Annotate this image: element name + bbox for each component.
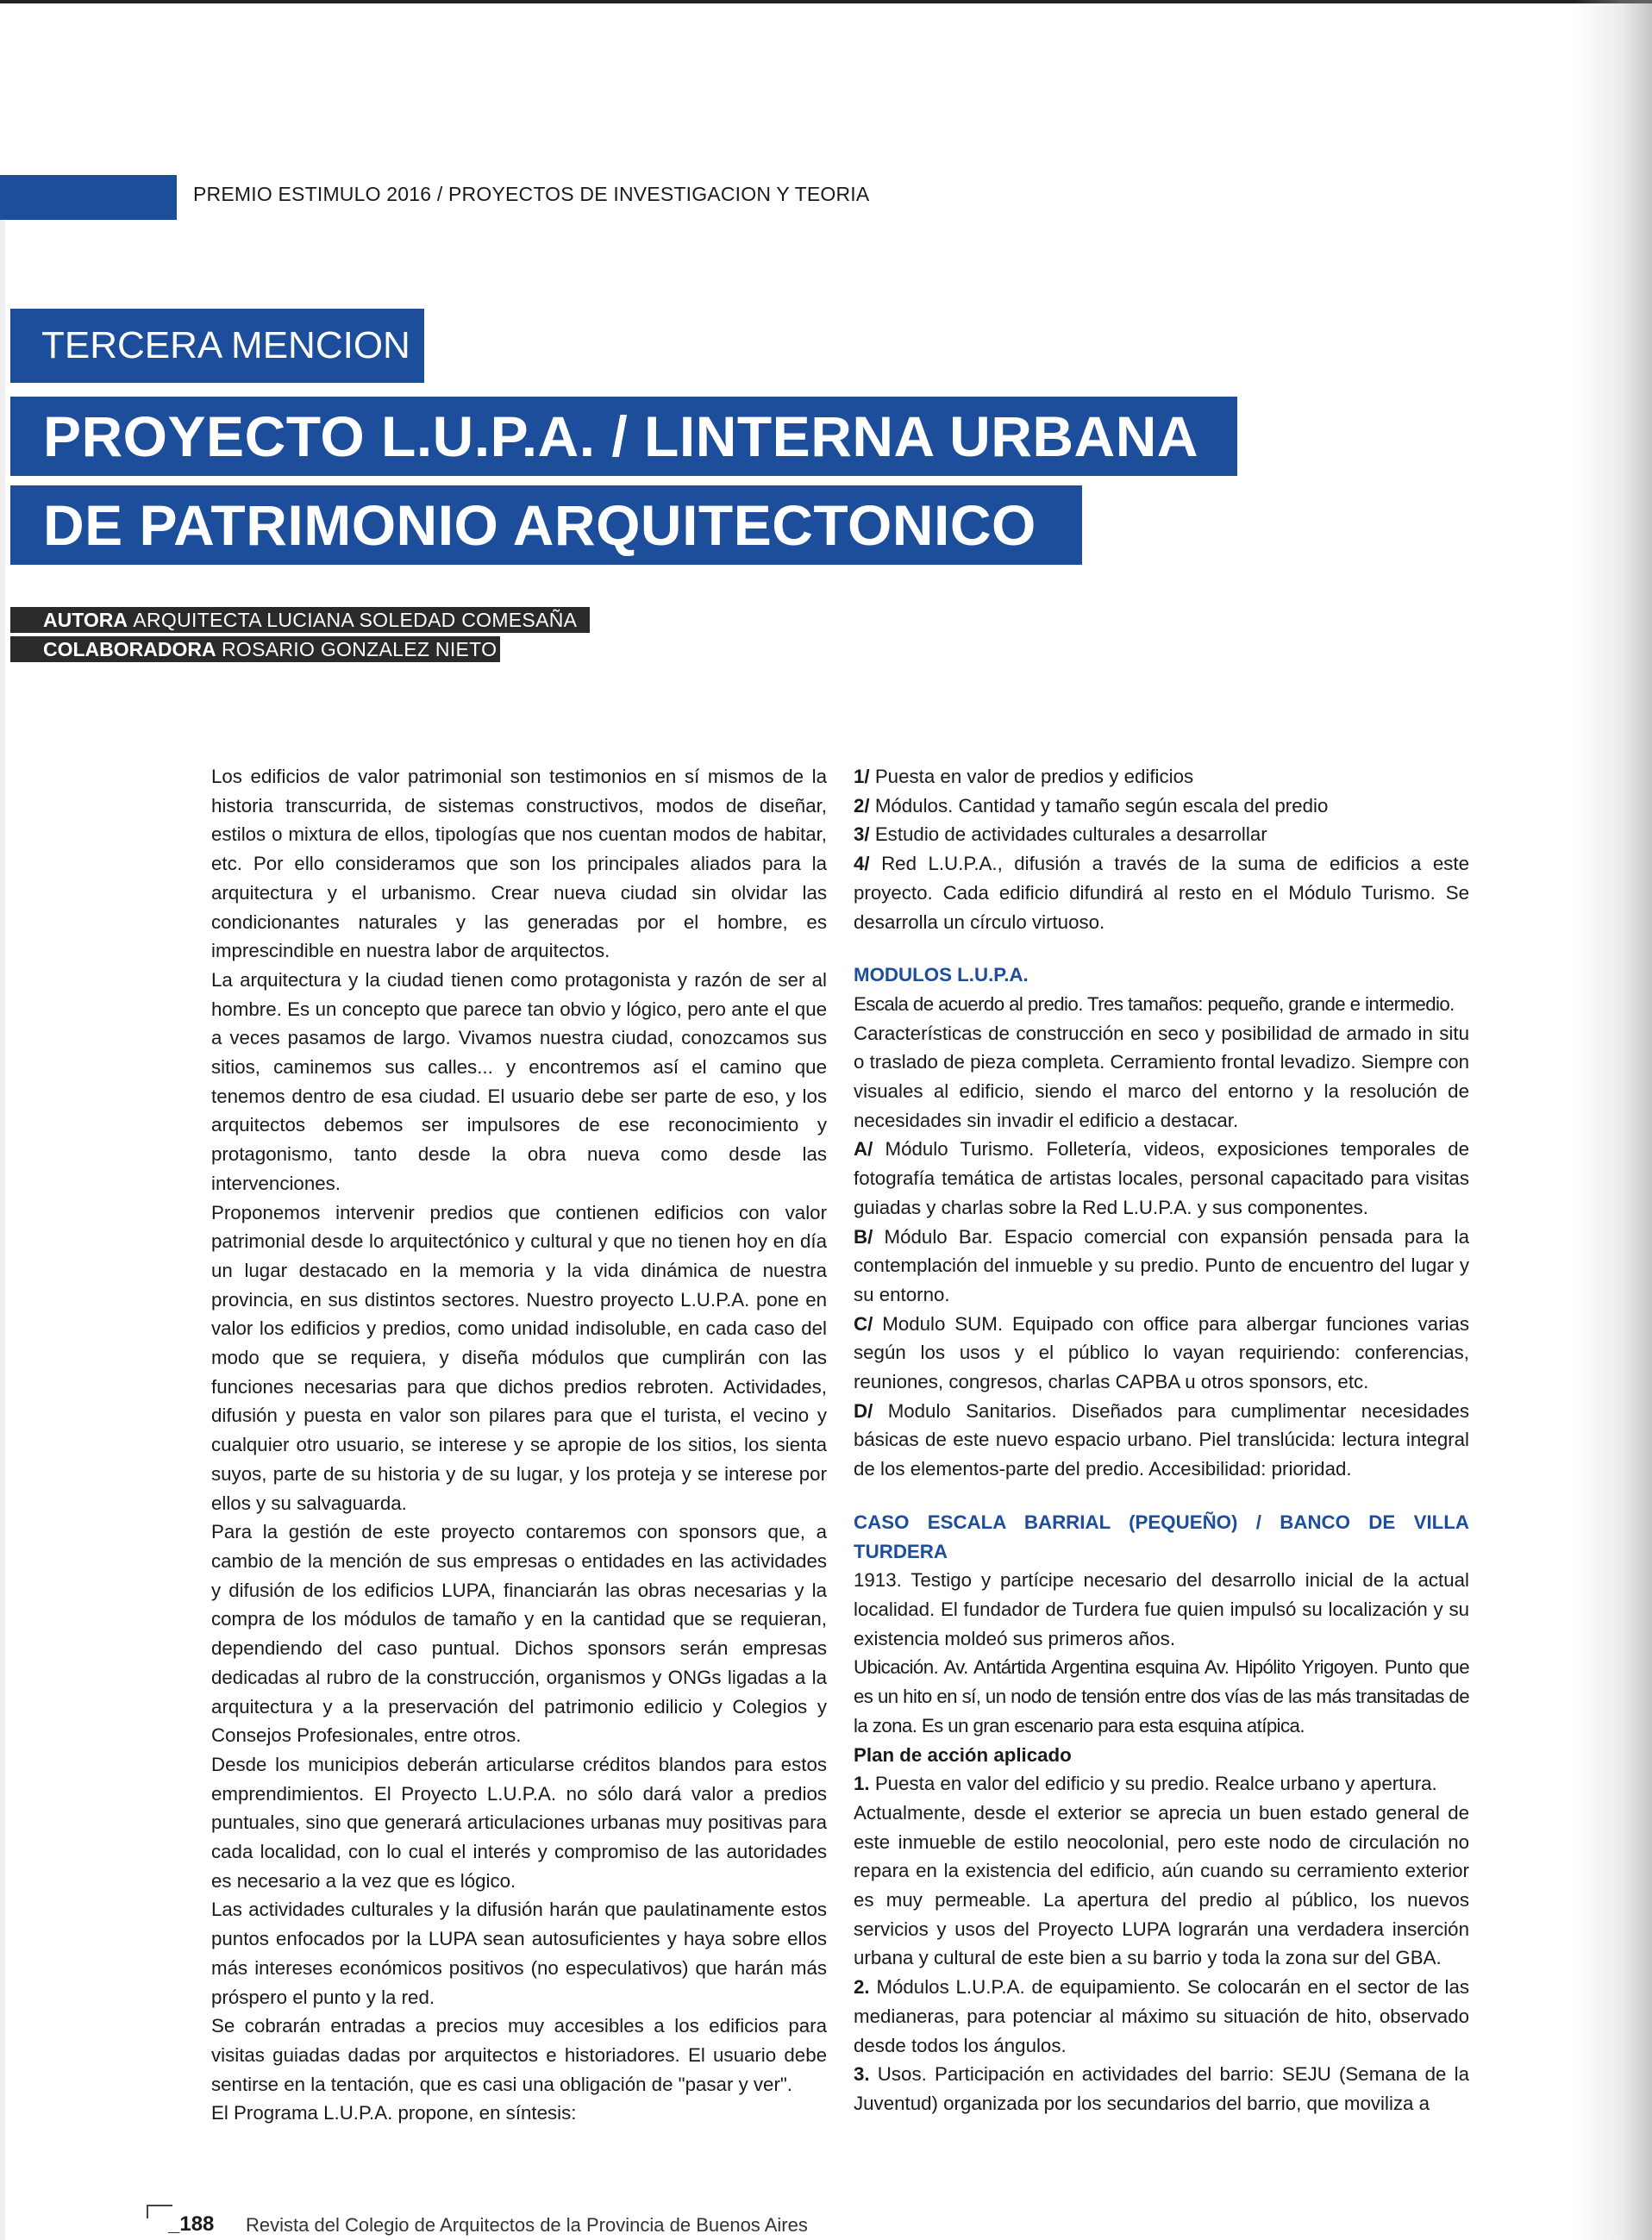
page-number: _188 [168, 2212, 215, 2236]
plan-item [854, 1973, 1469, 2060]
paragraph: El Programa L.U.P.A. propone, en síntesis: [211, 2102, 577, 2124]
module-item [854, 1223, 1469, 1310]
plan-number: 3. [854, 2063, 870, 2086]
section-label: PREMIO ESTIMULO 2016 / PROYECTOS DE INVESTIGACION Y TEORIA [193, 183, 870, 205]
list-item [854, 762, 1469, 792]
module-letter: D/ [854, 1399, 873, 1422]
collaborator-credit [10, 636, 500, 662]
list-text: Puesta en valor de predios y edificios [874, 766, 1194, 787]
plan-item [854, 1769, 1469, 1799]
plan-text: Actualmente, desde el exterior se aprecia un buen estado general de este inmueble de estilo neocolonial, pero este nodo de circulación no repara en la existencia del edificio, aún cuando su cerramiento exterior es muy permeable. La apertura del predio al público, los nuevos servicios y usos del Proyecto LUPA lograrán una verdadera inserción urbana y cultural de este bien a su barrio y toda la zona sur del GBA. [854, 1801, 1469, 1969]
modulos-heading: MODULOS L.U.P.A. [854, 964, 1029, 986]
module-letter: B/ [854, 1225, 873, 1248]
article-title-line1: PROYECTO L.U.P.A. / LINTERNA URBANA [10, 397, 1237, 476]
paragraph: Los edificios de valor patrimonial son testimonios en sí mismos de la historia transcurrida, de sistemas constructivos, modos de diseñar, estilos o mixtura de ellos, tipologías que nos cuentan modos de habitar, etc. Por ello consideramos que son los principales aliados para la arquitectura y el urbanismo. Crear nueva ciudad sin olvidar las condicionantes naturales y las generadas por el hombre, es imprescindible en nuestra labor de arquitectos. [211, 766, 827, 962]
collaborator-role: COLABORADORA [43, 638, 216, 660]
mention-label: TERCERA MENCION [10, 309, 424, 383]
plan-text: Usos. Participación en actividades del barrio: SEJU (Semana de la Juventud) organizada por los secundarios del barrio, que moviliza a [854, 2063, 1469, 2114]
plan-item [854, 1799, 1469, 1973]
paragraph: La arquitectura y la ciudad tienen como protagonista y razón de ser al hombre. Es un concepto que parece tan obvio y lógico, pero ante el que a veces pasamos de largo. Vivamos nuestra ciudad, conozcamos sus sitios, caminemos sus calles... y encontremos así el camino que tenemos dentro de esa ciudad. El usuario debe ser parte de eso, y los arquitectos debemos ser impulsores de ese reconocimiento y protagonismo, tanto desde la obra nueva como desde las intervenciones. [211, 968, 827, 1194]
list-text: Módulos. Cantidad y tamaño según escala del predio [874, 794, 1329, 817]
paragraph: Proponemos intervenir predios que contienen edificios con valor patrimonial desde lo arquitectónico y cultural y que no tienen hoy en día un lugar destacado en la memoria y la vida dinámica de nuestra provincia, en sus distintos sectores. Nuestro proyecto L.U.P.A. pone en valor los edificios y predios, como unidad indisoluble, en cada caso del modo que se requiera, y diseña módulos que cumplirán con las funciones necesarias para que dichos predios rebroten. Actividades, difusión y puesta en valor son pilares para que el turista, el vecino y cualquier otro usuario, se interese y se apropie de los sitios, los sienta suyos, parte de su historia y de su lugar, y los proteja y se interese por ellos y su salvaguarda. [211, 1201, 827, 1514]
page-binding-shadow [1574, 0, 1652, 2240]
plan-number: 2. [854, 1976, 870, 1999]
list-number: 1/ [854, 766, 870, 787]
right-column [854, 762, 1469, 2118]
module-item [854, 1397, 1469, 1484]
author-name: ARQUITECTA LUCIANA SOLEDAD COMESAÑA [133, 609, 578, 631]
paragraph: Las actividades culturales y la difusión harán que paulatinamente estos puntos enfocados por la LUPA sean autosuficientes y haya sobre ellos más intereses económicos positivos (no especulativos) que harán más próspero el punto y la red. [211, 1899, 827, 2008]
module-item [854, 1310, 1469, 1397]
module-text: Modulo Sanitarios. Diseñados para cumplimentar necesidades básicas de este nuevo espacio urbano. Piel translúcida: lectura integral de los elementos-parte del predio. Accesibilidad: prioridad. [854, 1399, 1469, 1480]
footer-corner-mark [147, 2205, 148, 2218]
plan-heading: Plan de acción aplicado [854, 1743, 1072, 1766]
plan-text: Puesta en valor del edificio y su predio. Realce urbano y apertura. [874, 1773, 1437, 1795]
paragraph: Escala de acuerdo al predio. Tres tamaños: pequeño, grande e intermedio. [854, 992, 1455, 1015]
list-item [854, 849, 1469, 936]
collaborator-name: ROSARIO GONZALEZ NIETO [222, 638, 497, 660]
paragraph: Desde los municipios deberán articularse créditos blandos para estos emprendimientos. El Proyecto L.U.P.A. no sólo dará valor a predios puntuales, sino que generará articulaciones urbanas muy positivas para cada localidad, con lo cual el interés y compromiso de las autoridades es necesario a la vez que es lógico. [211, 1753, 827, 1892]
paragraph: Para la gestión de este proyecto contaremos con sponsors que, a cambio de la mención de sus empresas o entidades en las actividades y difusión de los edificios LUPA, financiarán las obras necesarias y la compra de los módulos de tamaño y en la cantidad que se requieran, dependiendo del caso puntual. Dichos sponsors serán empresas dedicadas al rubro de la construcción, organismos y ONGs ligadas a la arquitectura y a la preservación del patrimonio edilicio y Colegios y Consejos Profesionales, entre otros. [211, 1521, 827, 1747]
list-item [854, 792, 1469, 821]
list-number: 4/ [854, 853, 870, 875]
publication-name: Revista del Colegio de Arquitectos de la Provincia de Buenos Aires [246, 2214, 808, 2236]
module-letter: C/ [854, 1312, 873, 1335]
plan-item [854, 2060, 1469, 2118]
module-letter: A/ [854, 1138, 873, 1161]
module-item [854, 1135, 1469, 1222]
top-rule [0, 0, 1652, 3]
list-number: 2/ [854, 794, 870, 817]
author-role: AUTORA [43, 609, 128, 631]
list-text: Red L.U.P.A., difusión a través de la suma de edificios a este proyecto. Cada edificio difundirá al resto en el Módulo Turismo. Se desarrolla un círculo virtuoso. [854, 853, 1469, 933]
paragraph: Se cobrarán entradas a precios muy accesibles a los edificios para visitas guiadas dadas por arquitectos e historiadores. El usuario debe sentirse en la tentación, que es casi una obligación de "pasar y ver". [211, 2015, 827, 2095]
author-credit [10, 607, 590, 633]
module-text: Módulo Turismo. Folletería, videos, exposiciones temporales de fotografía temática de artistas locales, personal capacitado para visitas guiadas y charlas sobre la Red L.U.P.A. y sus componentes. [854, 1138, 1469, 1218]
footer-corner-mark [147, 2205, 172, 2206]
plan-number: 1. [854, 1773, 870, 1795]
left-column [211, 762, 827, 2128]
caso-heading: CASO ESCALA BARRIAL (PEQUEÑO) / BANCO DE VILLA TURDERA [854, 1511, 1469, 1562]
module-text: Modulo SUM. Equipado con office para albergar funciones varias según los usos y el público lo vayan requiriendo: conferencias, reuniones, congresos, charlas CAPBA u otros sponsors, etc. [854, 1312, 1469, 1393]
list-number: 3/ [854, 823, 870, 846]
paragraph: 1913. Testigo y partícipe necesario del desarrollo inicial de la actual localidad. El fundador de Turdera fue quien impulsó su localización y su existencia moldeó sus primeros años. [854, 1569, 1469, 1649]
page-left-edge [0, 175, 5, 2240]
paragraph: Ubicación. Av. Antártida Argentina esquina Av. Hipólito Yrigoyen. Punto que es un hito en sí, un nodo de tensión entre dos vías de las más transitadas de la zona. Es un gran escenario para esta esquina atípica. [854, 1656, 1469, 1736]
module-text: Módulo Bar. Espacio comercial con expansión pensada para la contemplación del inmueble y su predio. Punto de encuentro del lugar y su entorno. [854, 1225, 1469, 1305]
paragraph: Características de construcción en seco y posibilidad de armado in situ o traslado de pieza completa. Cerramiento frontal levadizo. Siempre con visuales al edificio, siendo el marco del entorno y la resolución de necesidades sin invadir el edificio a destacar. [854, 1022, 1469, 1131]
header-accent-bar [0, 175, 177, 220]
list-item [854, 820, 1469, 849]
plan-text: Módulos L.U.P.A. de equipamiento. Se colocarán en el sector de las medianeras, para potenciar al máximo su situación de hito, observado desde todos los ángulos. [854, 1976, 1469, 2056]
list-text: Estudio de actividades culturales a desarrollar [874, 823, 1267, 846]
article-title-line2: DE PATRIMONIO ARQUITECTONICO [10, 485, 1082, 565]
